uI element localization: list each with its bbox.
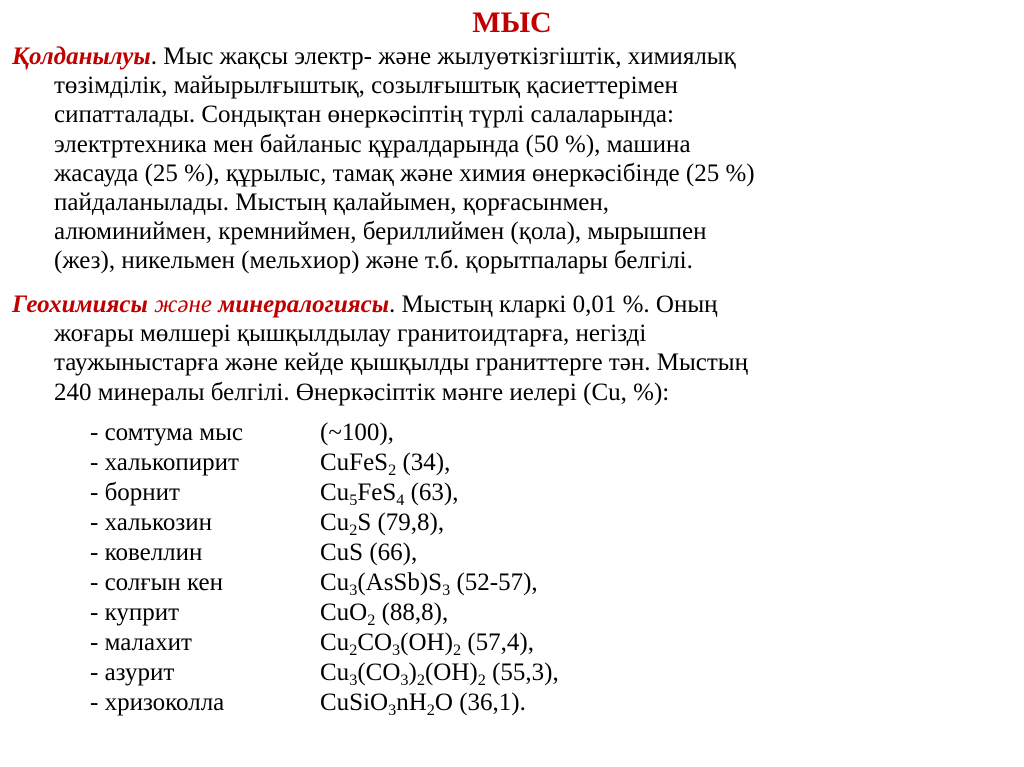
mineral-row bbox=[90, 688, 559, 718]
geochem-line-1 bbox=[12, 290, 1017, 319]
formula-subscript: 2 bbox=[477, 670, 486, 689]
mineral-name: - азурит bbox=[90, 659, 175, 686]
formula-subscript: 3 bbox=[442, 580, 451, 599]
usage-line: (жез), никельмен (мельхиор) және т.б. қорытпалары белгілі. bbox=[54, 247, 693, 275]
mineral-formula bbox=[320, 568, 538, 598]
mineral-row bbox=[90, 418, 559, 448]
formula-text: Cu bbox=[320, 569, 350, 596]
formula-subscript: 2 bbox=[388, 460, 397, 479]
geochem-paragraph bbox=[12, 290, 1017, 407]
formula-subscript: 2 bbox=[452, 640, 462, 659]
formula-text: FeS bbox=[357, 479, 397, 506]
formula-subscript: 3 bbox=[349, 580, 358, 599]
formula-subscript: 3 bbox=[349, 670, 358, 689]
formula-text: (34), bbox=[396, 449, 451, 476]
formula-text: CuFeS bbox=[320, 449, 389, 476]
formula-text: O (36,1). bbox=[434, 689, 526, 716]
formula-subscript: 3 bbox=[400, 670, 409, 689]
formula-text: CuO bbox=[320, 599, 368, 626]
geochem-heading-part1: Геохимиясы bbox=[12, 291, 155, 318]
mineral-row bbox=[90, 598, 559, 628]
mineral-formula bbox=[320, 658, 559, 688]
formula-text: (AsSb)S bbox=[357, 569, 443, 596]
mineral-formula bbox=[320, 688, 526, 718]
formula-text: (CO bbox=[357, 659, 401, 686]
mineral-row bbox=[90, 508, 559, 538]
mineral-name: - хризоколла bbox=[90, 689, 225, 716]
mineral-formula bbox=[320, 628, 534, 658]
geochem-line: жоғары мөлшері қышқылдылау гранитоидтарға, негізді bbox=[54, 320, 647, 348]
mineral-list bbox=[90, 418, 559, 718]
formula-text: (OH) bbox=[400, 629, 453, 656]
geochem-line: 240 минералы белгілі. Өнеркәсіптік мәнге иелері (Cu, %): bbox=[54, 378, 670, 406]
geochem-heading-part3: минералогиясы bbox=[218, 291, 390, 318]
formula-text: (OH) bbox=[424, 659, 478, 686]
formula-text: Cu bbox=[320, 509, 350, 536]
mineral-name: - ковеллин bbox=[90, 539, 203, 566]
formula-text: (52-57), bbox=[450, 569, 538, 596]
mineral-formula bbox=[320, 538, 417, 568]
mineral-row bbox=[90, 538, 559, 568]
mineral-name: - халькопирит bbox=[90, 449, 239, 476]
mineral-name: - солғын кен bbox=[90, 569, 223, 596]
usage-heading-dot: . bbox=[150, 43, 164, 70]
usage-line: алюминиймен, кремниймен, бериллиймен (қола), мырышпен bbox=[54, 218, 707, 246]
formula-subscript: 2 bbox=[416, 670, 425, 689]
formula-text: (55,3), bbox=[485, 659, 559, 686]
usage-line: төзімділік, майырылғыштық, созылғыштық қасиеттерімен bbox=[54, 72, 678, 100]
formula-text: (63), bbox=[404, 479, 459, 506]
mineral-row bbox=[90, 628, 559, 658]
formula-text: S (79,8), bbox=[357, 509, 445, 536]
usage-line: жасауда (25 %), құрылыс, тамақ және химия өнеркәсібінде (25 %) bbox=[54, 159, 755, 187]
formula-text: (88,8), bbox=[375, 599, 449, 626]
mineral-row bbox=[90, 478, 559, 508]
usage-line-1-text: Мыс жақсы электр- және жылуөткізгіштік, химиялық bbox=[163, 43, 736, 70]
usage-heading: Қолданылуы bbox=[12, 43, 151, 70]
formula-text: Cu bbox=[320, 479, 350, 506]
formula-subscript: 3 bbox=[388, 700, 397, 719]
usage-line: пайдаланылады. Мыстың қалайымен, қорғасынмен, bbox=[54, 189, 610, 217]
formula-subscript: 4 bbox=[396, 490, 405, 509]
mineral-name: - борнит bbox=[90, 479, 180, 506]
formula-subscript: 2 bbox=[349, 640, 358, 659]
formula-text: Cu bbox=[320, 629, 350, 656]
mineral-name: - сомтума мыс bbox=[90, 419, 243, 446]
formula-subscript: 2 bbox=[426, 700, 435, 719]
mineral-formula bbox=[320, 448, 450, 478]
formula-text: CuSiO bbox=[320, 689, 389, 716]
formula-subscript: 2 bbox=[367, 610, 376, 629]
formula-subscript: 3 bbox=[392, 640, 401, 659]
mineral-formula bbox=[320, 508, 444, 538]
formula-text: nH bbox=[396, 689, 427, 716]
geochem-line-1-text: Мыстың кларкі 0,01 %. Оның bbox=[401, 291, 718, 318]
usage-line: электртехника мен байланыс құралдарында (50 %), машина bbox=[54, 130, 691, 158]
mineral-row bbox=[90, 568, 559, 598]
mineral-formula bbox=[320, 418, 394, 448]
geochem-line: таужыныстарға және кейде қышқылды граниттерге тән. Мыстың bbox=[54, 349, 748, 377]
usage-paragraph bbox=[12, 42, 1017, 276]
usage-line-1 bbox=[12, 42, 1017, 71]
mineral-name: - халькозин bbox=[90, 509, 212, 536]
formula-text: (57,4), bbox=[461, 629, 534, 656]
mineral-row bbox=[90, 658, 559, 688]
mineral-formula bbox=[320, 598, 448, 628]
formula-text: CO bbox=[357, 629, 393, 656]
geochem-heading-part2: және bbox=[154, 291, 219, 318]
formula-text: CuS (66), bbox=[320, 539, 418, 566]
geochem-heading bbox=[12, 291, 389, 318]
formula-text: (~100), bbox=[320, 419, 394, 446]
geochem-heading-dot: . bbox=[389, 291, 402, 318]
mineral-name: - куприт bbox=[90, 599, 180, 626]
formula-text: ) bbox=[408, 659, 417, 686]
slide-title: МЫС bbox=[472, 6, 552, 39]
formula-subscript: 2 bbox=[349, 520, 358, 539]
usage-line: сипатталады. Сондықтан өнеркәсіптің түрлі салаларында: bbox=[54, 101, 674, 129]
mineral-name: - малахит bbox=[90, 629, 192, 656]
formula-text: Cu bbox=[320, 659, 350, 686]
mineral-row bbox=[90, 448, 559, 478]
mineral-formula bbox=[320, 478, 459, 508]
formula-subscript: 5 bbox=[349, 490, 358, 509]
